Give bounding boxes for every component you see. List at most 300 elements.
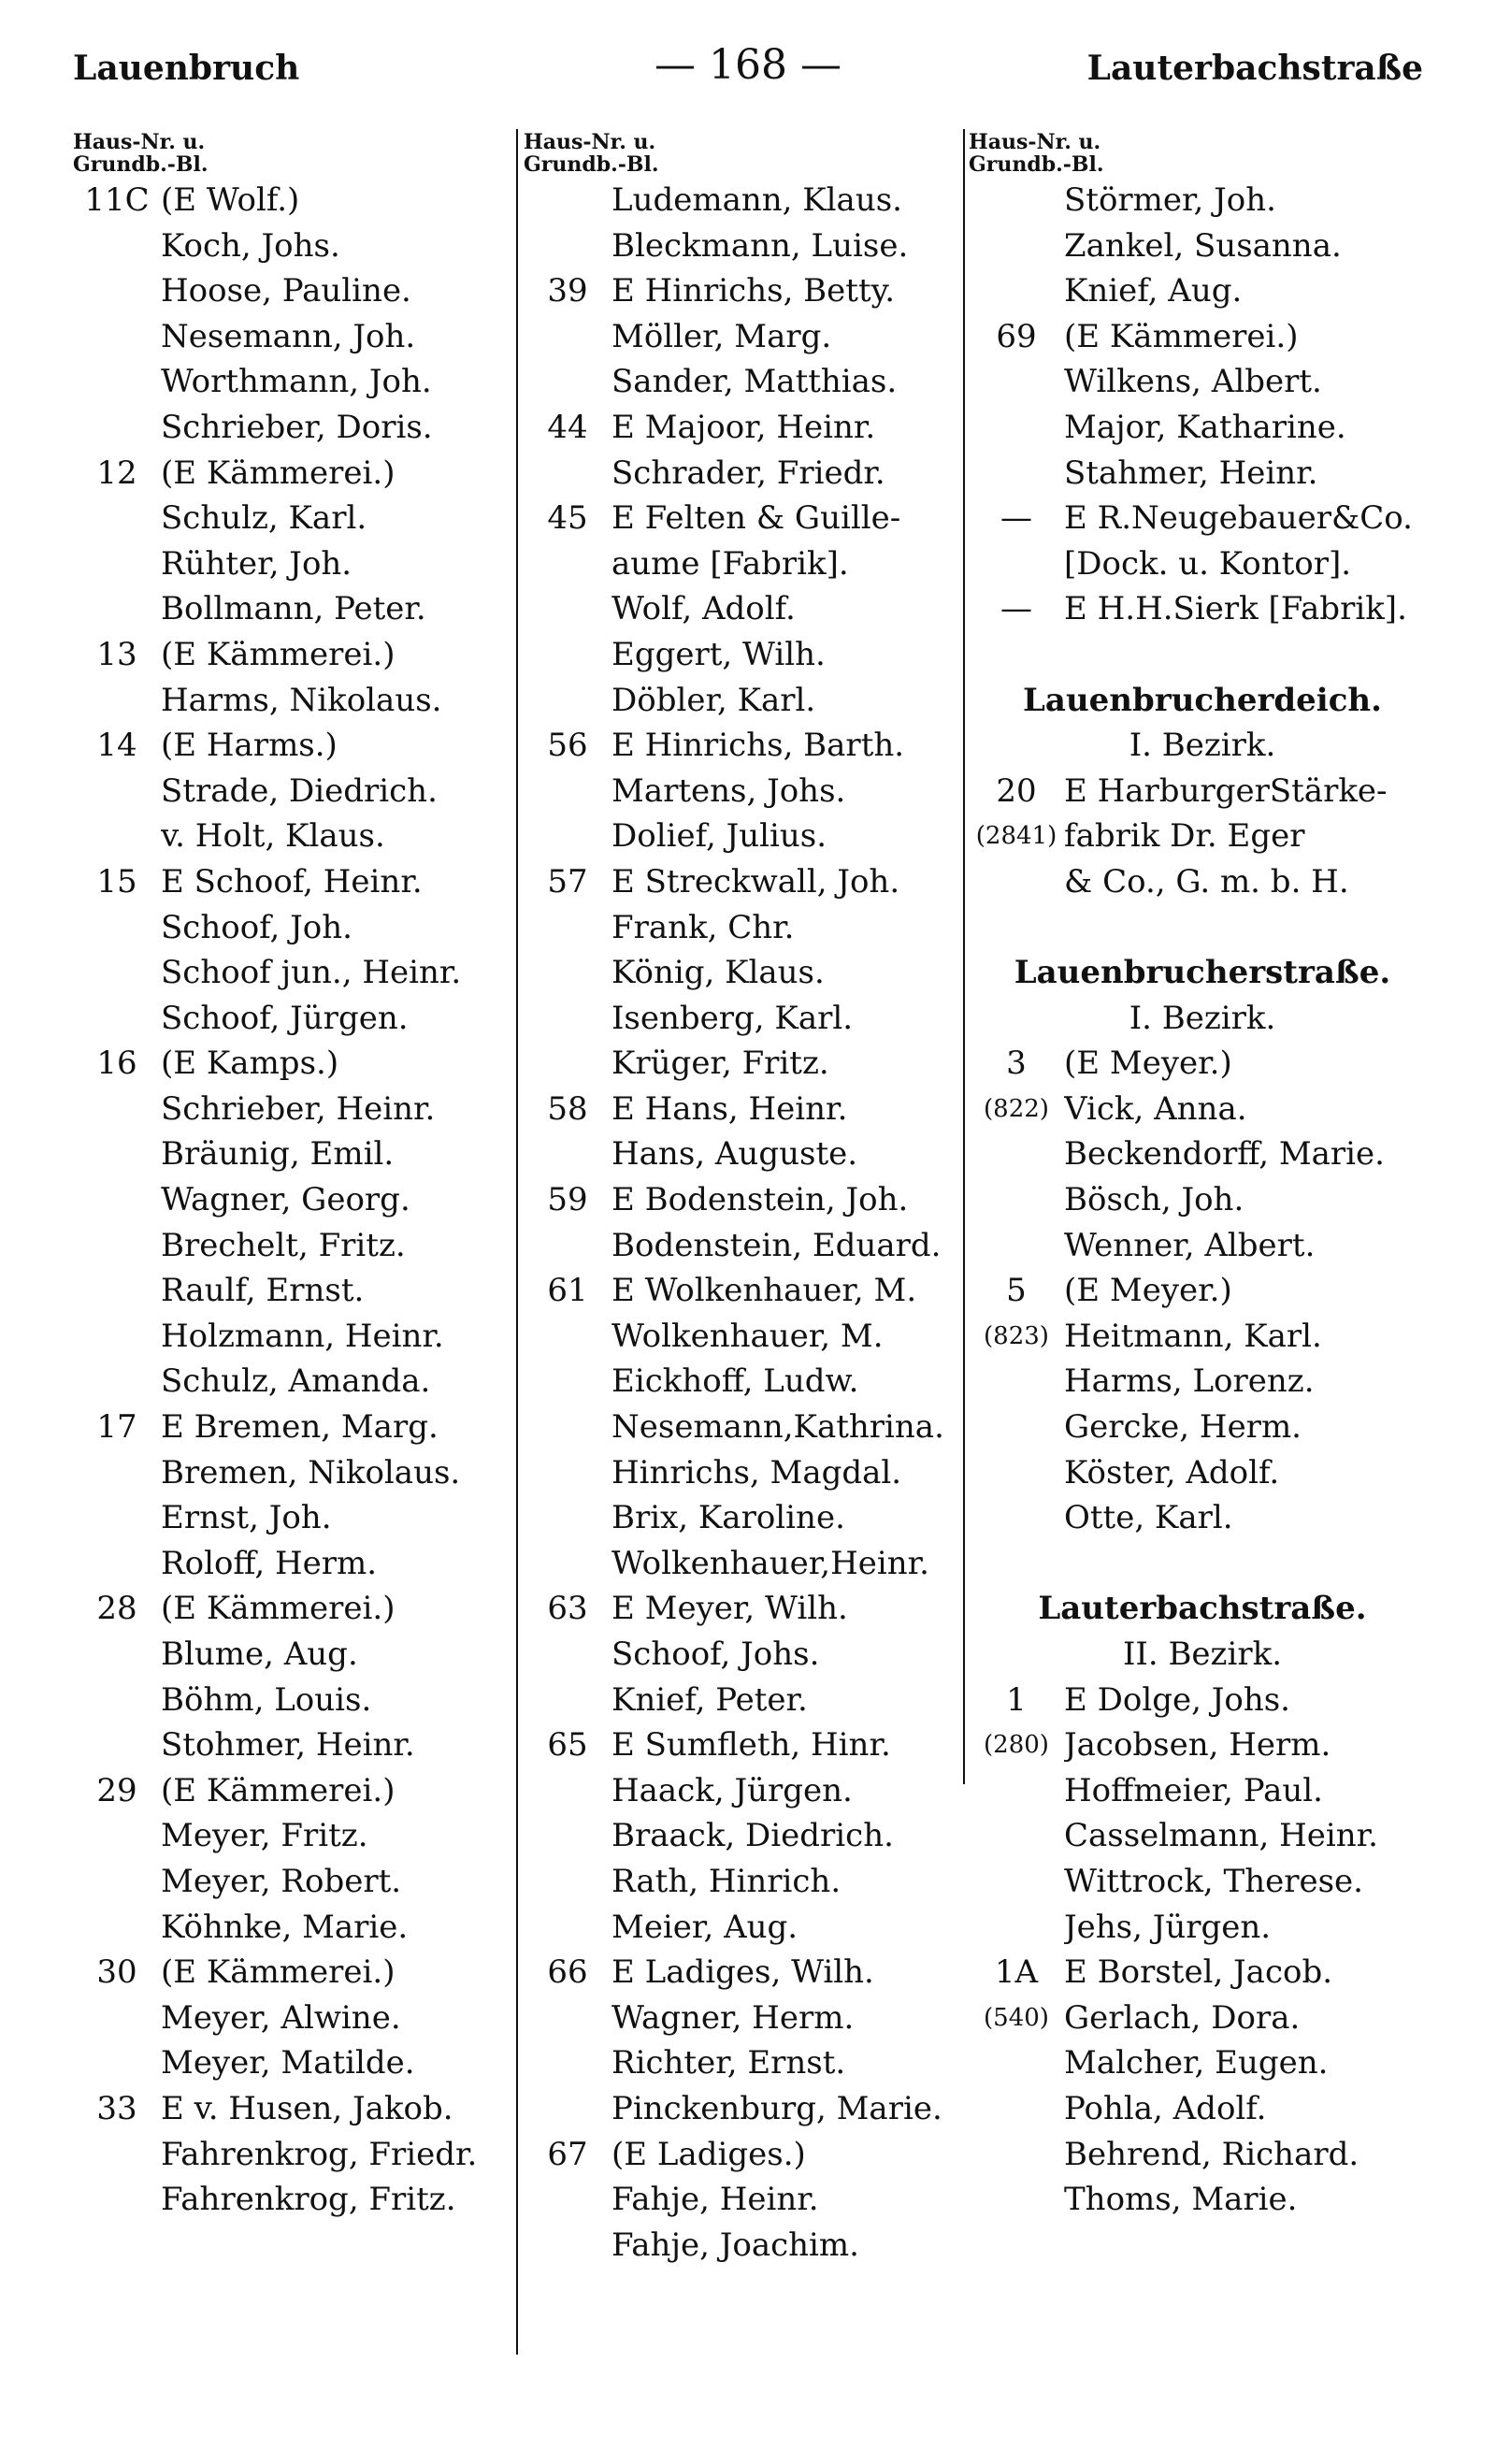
directory-entry <box>969 451 1436 497</box>
house-number <box>524 769 611 814</box>
resident-name: [Dock. u. Kontor]. <box>1064 544 1352 583</box>
directory-entry <box>969 1813 1436 1859</box>
house-number <box>73 268 161 314</box>
directory-entry <box>73 814 512 859</box>
resident-name: E Borstel, Jacob. <box>1064 1953 1333 1992</box>
house-number <box>524 2086 611 2132</box>
street-heading: Lauenbrucherstraße. <box>1014 954 1391 992</box>
house-number <box>73 1268 161 1314</box>
house-number: 45 <box>547 499 588 538</box>
house-number <box>524 1996 611 2041</box>
directory-entry <box>524 1905 972 1951</box>
directory-entry <box>73 268 512 314</box>
house-number: 28 <box>96 1590 137 1628</box>
house-number <box>524 678 611 724</box>
house-number <box>73 1359 161 1405</box>
house-number: 15 <box>96 862 137 901</box>
directory-entry <box>969 223 1436 269</box>
house-number <box>969 1177 1064 1223</box>
house-number <box>969 223 1064 269</box>
directory-entry <box>73 769 512 814</box>
resident-name: Vick, Anna. <box>1064 1089 1247 1128</box>
directory-entry <box>73 1586 512 1632</box>
street-entries <box>969 1678 1436 2223</box>
directory-entry <box>524 1950 972 1996</box>
resident-name: Eggert, Wilh. <box>611 635 826 673</box>
resident-name: Hoose, Pauline. <box>161 272 411 310</box>
directory-entry <box>73 1359 512 1405</box>
directory-entry <box>73 1859 512 1905</box>
resident-name: Worthmann, Joh. <box>161 363 432 401</box>
directory-entry <box>73 1813 512 1859</box>
resident-name: (E Wolf.) <box>161 181 300 219</box>
page-number: — 168 — <box>654 41 842 89</box>
house-number: 11C <box>84 181 150 219</box>
resident-name: v. Holt, Klaus. <box>161 817 385 856</box>
directory-entry <box>73 1905 512 1951</box>
directory-entry <box>524 451 972 497</box>
house-number <box>969 405 1064 451</box>
resident-name: Köster, Adolf. <box>1064 1453 1280 1491</box>
directory-entry <box>969 2086 1436 2132</box>
resident-name: Harms, Lorenz. <box>1064 1362 1315 1401</box>
directory-entry <box>524 405 972 451</box>
house-number: 39 <box>547 272 588 310</box>
house-number <box>73 1813 161 1859</box>
house-number <box>969 359 1064 405</box>
resident-name: Dolief, Julius. <box>611 817 827 856</box>
directory-entry <box>73 1314 512 1360</box>
house-number <box>73 996 161 1042</box>
house-number <box>524 905 611 951</box>
directory-entry <box>524 2086 972 2132</box>
resident-name: E Bremen, Marg. <box>161 1408 439 1447</box>
resident-name: Sander, Matthias. <box>611 363 898 401</box>
house-number: (823) <box>984 1321 1049 1350</box>
directory-entry <box>969 1268 1436 1314</box>
resident-name: Hoffmeier, Paul. <box>1064 1771 1323 1809</box>
directory-entry <box>969 1087 1436 1132</box>
directory-entry <box>524 2177 972 2223</box>
resident-name: Möller, Marg. <box>611 317 832 355</box>
column-1 <box>73 131 512 2223</box>
resident-name: Wittrock, Therese. <box>1064 1862 1363 1900</box>
house-number <box>73 1859 161 1905</box>
directory-entry <box>524 1586 972 1632</box>
house-number: 61 <box>547 1272 588 1310</box>
house-number: 5 <box>1006 1272 1027 1310</box>
house-number: 1A <box>994 1953 1039 1992</box>
house-number: — <box>1000 499 1032 538</box>
house-number: 56 <box>547 727 588 765</box>
resident-name: Schoof, Jürgen. <box>161 999 409 1037</box>
house-number <box>524 541 611 587</box>
directory-entry <box>73 1632 512 1678</box>
directory-entry <box>73 2086 512 2132</box>
resident-name: Major, Katharine. <box>1064 408 1346 446</box>
directory-entry <box>73 1768 512 1814</box>
directory-entry <box>969 1359 1436 1405</box>
running-head-right: Lauterbachstraße <box>1086 49 1423 88</box>
house-number: 13 <box>96 635 137 673</box>
resident-name: Haack, Jürgen. <box>611 1771 853 1809</box>
directory-entry <box>969 1859 1436 1905</box>
resident-name: E Hinrichs, Betty. <box>611 272 896 310</box>
house-number: 69 <box>996 317 1037 355</box>
directory-entry <box>524 1541 972 1587</box>
house-number <box>73 541 161 587</box>
resident-name: Schrader, Friedr. <box>611 454 885 492</box>
directory-entry <box>524 632 972 678</box>
resident-name: Bremen, Nikolaus. <box>161 1453 461 1491</box>
resident-name: Schrieber, Heinr. <box>161 1089 436 1128</box>
house-number <box>73 1905 161 1951</box>
resident-name: Bollmann, Peter. <box>161 590 426 628</box>
directory-entry <box>524 1495 972 1541</box>
house-number <box>969 2086 1064 2132</box>
directory-entry <box>73 632 512 678</box>
directory-entry <box>524 859 972 905</box>
street-entries <box>969 769 1436 905</box>
directory-entry <box>969 2040 1436 2086</box>
resident-name: Schoof, Joh. <box>161 908 352 946</box>
directory-entry <box>969 1495 1436 1541</box>
directory-entry <box>969 178 1436 223</box>
resident-name: & Co., G. m. b. H. <box>1064 862 1349 901</box>
resident-name: Bleckmann, Luise. <box>611 226 909 265</box>
directory-entry <box>969 1450 1436 1496</box>
directory-entry <box>73 905 512 951</box>
resident-name: E Bodenstein, Joh. <box>611 1181 909 1219</box>
house-number <box>524 1314 611 1360</box>
resident-name: E Majoor, Heinr. <box>611 408 876 446</box>
house-number: 67 <box>547 2135 588 2173</box>
house-number: 58 <box>547 1089 588 1128</box>
resident-name: Schoof, Johs. <box>611 1635 820 1673</box>
directory-entry <box>73 1722 512 1768</box>
house-number <box>524 359 611 405</box>
directory-entry <box>524 268 972 314</box>
directory-entry <box>73 1041 512 1087</box>
directory-entry <box>524 1268 972 1314</box>
directory-entry <box>969 1223 1436 1269</box>
district-label: I. Bezirk. <box>1129 999 1276 1037</box>
street-entries <box>969 1041 1436 1541</box>
resident-name: Richter, Ernst. <box>611 2044 846 2082</box>
directory-entry <box>524 1359 972 1405</box>
resident-name: E R.Neugebauer&Co. <box>1064 499 1413 538</box>
house-number <box>73 1314 161 1360</box>
house-number <box>969 1768 1064 1814</box>
house-number <box>73 814 161 859</box>
house-number <box>524 451 611 497</box>
resident-name: aume [Fabrik]. <box>611 544 849 583</box>
directory-entry <box>969 1131 1436 1177</box>
resident-name: E v. Husen, Jakob. <box>161 2089 453 2127</box>
resident-name: (E Kämmerei.) <box>161 454 396 492</box>
directory-entry <box>969 1996 1436 2041</box>
house-number <box>524 1041 611 1087</box>
resident-name: Zankel, Susanna. <box>1064 226 1342 265</box>
resident-name: Martens, Johs. <box>611 771 846 810</box>
house-number <box>73 496 161 541</box>
resident-name: Nesemann, Joh. <box>161 317 416 355</box>
resident-name: Holzmann, Heinr. <box>161 1317 444 1355</box>
directory-entry <box>524 496 972 541</box>
house-number: (280) <box>984 1731 1049 1760</box>
directory-entry <box>524 1405 972 1450</box>
house-number <box>524 223 611 269</box>
house-number <box>524 814 611 859</box>
directory-entry <box>524 541 972 587</box>
directory-entry <box>969 1678 1436 1723</box>
house-number <box>73 905 161 951</box>
directory-entry <box>524 1041 972 1087</box>
directory-entry <box>524 1450 972 1496</box>
house-number <box>969 2177 1064 2223</box>
running-head-left: Lauenbruch <box>73 49 300 88</box>
resident-name: Knief, Aug. <box>1064 272 1243 310</box>
resident-name: E Ladiges, Wilh. <box>611 1953 874 1992</box>
house-number <box>73 1495 161 1541</box>
house-number <box>524 1405 611 1450</box>
house-number <box>524 1813 611 1859</box>
directory-entry <box>524 1859 972 1905</box>
directory-entry <box>73 586 512 632</box>
directory-entry <box>969 1768 1436 1814</box>
resident-name: Roloff, Herm. <box>161 1544 378 1582</box>
resident-name: (E Kämmerei.) <box>161 1590 396 1628</box>
house-number <box>73 1722 161 1768</box>
directory-entry <box>969 541 1436 587</box>
resident-name: Wolkenhauer, M. <box>611 1317 884 1355</box>
directory-entry <box>524 178 972 223</box>
resident-name: E Sumfleth, Hinr. <box>611 1726 891 1765</box>
resident-name: Nesemann,Kathrina. <box>611 1408 944 1447</box>
directory-entry <box>524 1177 972 1223</box>
directory-entry <box>969 2177 1436 2223</box>
directory-entry <box>969 1041 1436 1087</box>
resident-name: E Streckwall, Joh. <box>611 862 900 901</box>
house-number <box>524 996 611 1042</box>
resident-name: Meyer, Robert. <box>161 1862 402 1900</box>
house-number: 33 <box>96 2089 137 2127</box>
resident-name: Koch, Johs. <box>161 226 340 265</box>
house-number: 29 <box>96 1771 137 1809</box>
directory-entry <box>969 769 1436 814</box>
house-number <box>73 1087 161 1132</box>
resident-name: E Hans, Heinr. <box>611 1089 848 1128</box>
resident-name: Otte, Karl. <box>1064 1499 1233 1537</box>
directory-entry <box>969 1722 1436 1768</box>
resident-name: Frank, Chr. <box>611 908 795 946</box>
directory-entry <box>524 2223 972 2269</box>
resident-name: Brix, Karoline. <box>611 1499 845 1537</box>
directory-entry <box>969 1405 1436 1450</box>
resident-name: Malcher, Eugen. <box>1064 2044 1329 2082</box>
house-number <box>969 541 1064 587</box>
house-number: (540) <box>984 2003 1049 2032</box>
directory-entry <box>73 1131 512 1177</box>
house-number <box>524 632 611 678</box>
column-header: Haus-Nr. u. Grundb.-Bl. <box>969 130 1104 177</box>
house-number <box>73 1996 161 2041</box>
directory-entry <box>524 1223 972 1269</box>
resident-name: Fahje, Joachim. <box>611 2226 859 2264</box>
resident-name: Fahrenkrog, Fritz. <box>161 2181 456 2219</box>
resident-name: Behrend, Richard. <box>1064 2135 1359 2173</box>
resident-name: Rath, Hinrich. <box>611 1862 842 1900</box>
house-number <box>969 1859 1064 1905</box>
house-number: 1 <box>1006 1680 1027 1719</box>
directory-entry <box>524 1131 972 1177</box>
directory-entry <box>524 1722 972 1768</box>
house-number <box>969 1495 1064 1541</box>
directory-entry <box>969 314 1436 360</box>
house-number <box>524 2177 611 2223</box>
column-2 <box>524 131 972 2268</box>
house-number <box>73 223 161 269</box>
directory-entry <box>73 2040 512 2086</box>
directory-entry <box>524 2040 972 2086</box>
house-number <box>73 405 161 451</box>
street-heading: Lauenbrucherdeich. <box>1023 681 1382 719</box>
district-label: II. Bezirk. <box>1122 1635 1283 1673</box>
column-3 <box>969 131 1436 2223</box>
house-number <box>969 1131 1064 1177</box>
column-2-entries <box>524 178 972 2268</box>
resident-name: Pinckenburg, Marie. <box>611 2089 942 2127</box>
directory-entry <box>524 814 972 859</box>
house-number <box>524 1359 611 1405</box>
resident-name: E Meyer, Wilh. <box>611 1590 848 1628</box>
directory-entry <box>969 496 1436 541</box>
house-number <box>524 2040 611 2086</box>
directory-entry <box>73 678 512 724</box>
house-number <box>73 1541 161 1587</box>
house-number <box>524 1450 611 1496</box>
house-number <box>73 1131 161 1177</box>
directory-entry <box>73 1450 512 1496</box>
resident-name: Schoof jun., Heinr. <box>161 954 462 992</box>
resident-name: Beckendorff, Marie. <box>1064 1135 1385 1174</box>
resident-name: Harms, Nikolaus. <box>161 681 442 719</box>
directory-entry <box>524 905 972 951</box>
directory-entry <box>524 359 972 405</box>
resident-name: Braack, Diedrich. <box>611 1817 894 1855</box>
house-number: — <box>1000 590 1032 628</box>
column-1-entries <box>73 178 512 2223</box>
house-number <box>524 950 611 996</box>
directory-entry <box>524 314 972 360</box>
house-number: 14 <box>96 727 137 765</box>
resident-name: E Wolkenhauer, M. <box>611 1272 917 1310</box>
directory-entry <box>524 1996 972 2041</box>
house-number <box>73 314 161 360</box>
resident-name: Wagner, Herm. <box>611 1998 855 2037</box>
resident-name: Meyer, Alwine. <box>161 1998 401 2037</box>
column-header: Haus-Nr. u. Grundb.-Bl. <box>73 130 209 177</box>
directory-entry <box>73 2132 512 2178</box>
directory-entry <box>73 723 512 769</box>
house-number <box>969 2132 1064 2178</box>
house-number <box>73 1177 161 1223</box>
directory-entry <box>524 769 972 814</box>
house-number <box>73 1223 161 1269</box>
resident-name: Meier, Aug. <box>611 1908 798 1946</box>
column-divider <box>516 129 518 2355</box>
resident-name: E Felten & Guille- <box>611 499 901 538</box>
resident-name: Stohmer, Heinr. <box>161 1726 415 1765</box>
resident-name: Bodenstein, Eduard. <box>611 1226 942 1264</box>
house-number <box>73 359 161 405</box>
directory-entry <box>73 1950 512 1996</box>
resident-name: (E Kämmerei.) <box>1064 317 1299 355</box>
directory-entry <box>969 1177 1436 1223</box>
resident-name: Brechelt, Fritz. <box>161 1226 406 1264</box>
resident-name: Pohla, Adolf. <box>1064 2089 1267 2127</box>
house-number <box>73 2040 161 2086</box>
resident-name: E Dolge, Johs. <box>1064 1680 1290 1719</box>
house-number <box>969 178 1064 223</box>
directory-entry <box>73 1405 512 1450</box>
resident-name: (E Meyer.) <box>1064 1272 1232 1310</box>
house-number <box>524 1223 611 1269</box>
directory-entry <box>969 359 1436 405</box>
resident-name: E Hinrichs, Barth. <box>611 727 905 765</box>
resident-name: Krüger, Fritz. <box>611 1045 829 1083</box>
resident-name: Eickhoff, Ludw. <box>611 1362 859 1401</box>
directory-entry <box>73 223 512 269</box>
street-heading: Lauterbachstraße. <box>1038 1590 1367 1628</box>
house-number <box>969 268 1064 314</box>
resident-name: Wilkens, Albert. <box>1064 363 1322 401</box>
resident-name: Wolkenhauer,Heinr. <box>611 1544 929 1582</box>
resident-name: Jacobsen, Herm. <box>1064 1726 1331 1765</box>
directory-entry <box>73 859 512 905</box>
house-number: 65 <box>547 1726 588 1765</box>
resident-name: Meyer, Fritz. <box>161 1817 368 1855</box>
house-number: 66 <box>547 1953 588 1992</box>
house-number: 16 <box>96 1045 137 1083</box>
directory-entry <box>73 451 512 497</box>
house-number <box>524 2223 611 2269</box>
directory-entry <box>73 996 512 1042</box>
directory-entry <box>73 1495 512 1541</box>
directory-entry <box>969 814 1436 859</box>
directory-entry <box>524 1678 972 1723</box>
house-number: (2841) <box>975 822 1057 851</box>
directory-entry <box>969 1314 1436 1360</box>
resident-name: Böhm, Louis. <box>161 1680 372 1719</box>
directory-entry <box>73 1268 512 1314</box>
resident-name: Meyer, Matilde. <box>161 2044 415 2082</box>
resident-name: Köhnke, Marie. <box>161 1908 409 1946</box>
house-number <box>73 2177 161 2223</box>
house-number <box>969 1813 1064 1859</box>
house-number <box>524 1632 611 1678</box>
house-number <box>73 678 161 724</box>
resident-name: Jehs, Jürgen. <box>1064 1908 1272 1946</box>
directory-entry <box>73 1541 512 1587</box>
resident-name: Wenner, Albert. <box>1064 1226 1316 1264</box>
directory-entry <box>73 359 512 405</box>
resident-name: Fahje, Heinr. <box>611 2181 819 2219</box>
directory-entry <box>73 1996 512 2041</box>
house-number: 3 <box>1006 1045 1027 1083</box>
house-number <box>73 2132 161 2178</box>
resident-name: Döbler, Karl. <box>611 681 816 719</box>
